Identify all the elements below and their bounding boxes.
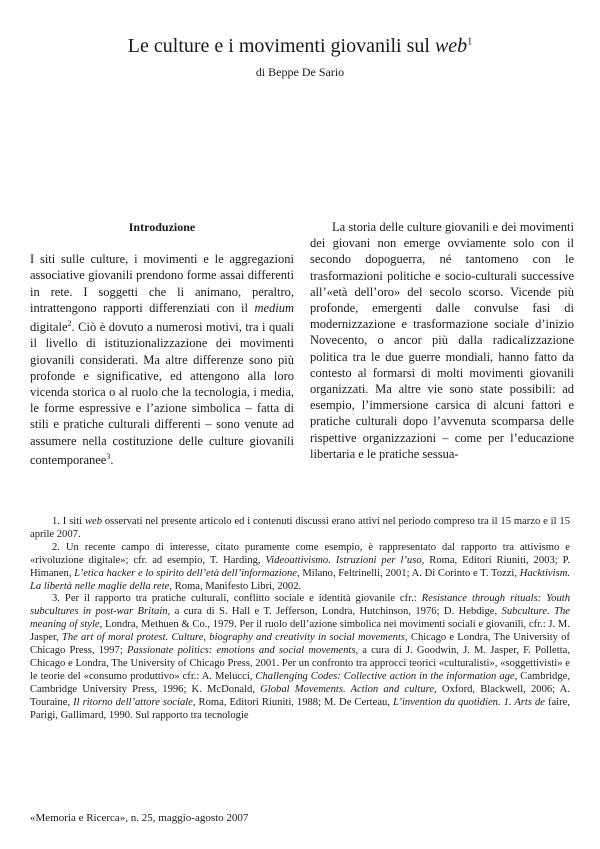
- book-title: L’invention du quotidien. 1. Arts de: [392, 696, 545, 708]
- footnote-text: osservati nel presente articolo ed i contenuti discussi erano attivi nel periodo compreso tra il 15 marzo e il 15 aprile 2007.: [30, 516, 570, 540]
- footnote-text: , Cambridge, Cambridge University Press, 1996; K. McDonald,: [30, 670, 570, 695]
- footnote-marker-3[interactable]: 3: [106, 451, 111, 461]
- title-text: Le culture e i movimenti giovanili sul: [127, 35, 430, 58]
- book-title: Challenging Codes: Collective action in the information age: [255, 670, 515, 682]
- footnote-text: faire, Parigi, Gallimard, 1990. Sul rapporto tra tecnologie: [30, 696, 570, 721]
- footnote-text: Un recente campo di interesse, citato puramente come esempio, è rappresentato dal rapporto tra attivismo e «rivoluzione digitale»; cfr. ad esempio, T. Harding,: [30, 541, 570, 566]
- footnote-3: [30, 593, 570, 722]
- paragraph-text: I siti sulle culture, i movimenti e le aggregazioni associative giovanili prendono forme assai differenti in rete. I soggetti che li animano, peraltro, intrattengono rapporti differenziati con il: [30, 252, 294, 315]
- footnote-text: , Oxford, Blackwell, 2006; A. Touraine,: [30, 683, 570, 708]
- paragraph-text: .: [110, 452, 114, 467]
- title-italic-web: web: [434, 35, 468, 58]
- book-title: Il ritorno dell’attore sociale: [73, 696, 193, 708]
- footnote-number: 2.: [52, 541, 66, 553]
- left-column: [30, 219, 294, 468]
- book-title: Resistance through rituals: Youth subcultures in post-war Britain: [30, 593, 570, 618]
- book-title: Subculture. The meaning of style: [30, 606, 570, 631]
- intro-paragraph: [30, 251, 294, 468]
- footnotes: [30, 516, 570, 723]
- footnote-text: Per il rapporto tra pratiche culturali, conflitto sociale e identità giovanile cfr.:: [64, 593, 422, 605]
- journal-citation-footer: «Memoria e Ricerca», n. 25, maggio-agosto 2007: [30, 812, 249, 824]
- footnote-text: , Milano, Feltrinelli, 2001; A. Di Corinto e T. Tozzi,: [297, 567, 520, 579]
- footnote-marker-2[interactable]: 2: [67, 319, 72, 329]
- footnote-italic: web: [84, 516, 103, 527]
- book-title: The art of moral protest. Culture, biography and creativity in social movements: [61, 632, 406, 644]
- footnote-2: [30, 542, 570, 594]
- history-paragraph: La storia delle culture giovanili e dei movimenti dei giovani non emerge ovviamente solo con il secondo dopoguerra, né tantomeno con le trasformazioni politiche e socio-culturali successive all’«età dell’oro» del secolo scorso. Vicende più profonde, emergenti dalle convulse fasi di modernizzazione e trasformazione sociale d’inizio Novecento, o ancor più dalla radicalizzazione politica tra le due guerre mondiali, hanno fatto da contesto al formarsi di molti movimenti giovanili organizzati. Ma altre vie sono state possibili: ad esempio, l’immersione carsica di alcuni fattori e pratiche culturali dopo l’avvenuta scomparsa delle rispettive organizzazioni – come per l’educazione libertaria e le pratiche sessua-: [310, 220, 574, 461]
- footnote-text: , a cura di J. Goodwin, J. M. Jasper, F. Polletta, Chicago e Londra, The University of Chicago Press, 2001. Per un confronto tra approcci teorici «culturalisti», «soggettivisti» e le teorie del «consumo produttivo» cfr.: A. Melucci,: [30, 645, 570, 682]
- footnote-text: I siti: [62, 516, 85, 527]
- footnote-text: , Roma, Editori Riuniti, 1988; M. De Certeau,: [192, 696, 393, 708]
- book-title: L’etica hacker e lo spirito dell’età dell’informazione: [74, 567, 298, 579]
- book-title: Videoattivismo. Istruzioni per l’uso: [265, 554, 422, 566]
- paragraph-text: . Ciò è dovuto a numerosi motivi, tra i quali il livello di istituzionalizzazione dei movimenti giovanili considerati. Ma altre differenze sono più profonde e significative, ed attengono alla loro vicenda storica o al ruolo che la tecnologia, i media, le forme espressive e l’azione simbolica – fatta di stili e pratiche culturali differenti – sono venute ad assumere nella costituzione delle culture giovanili contemporanee: [30, 320, 294, 467]
- book-title: Global Movements. Action and culture: [260, 683, 435, 695]
- footnote-number: 1.: [52, 516, 63, 527]
- paragraph-text: digitale: [30, 320, 68, 335]
- footnote-text: , Roma, Manifesto Libri, 2002.: [169, 580, 302, 592]
- footnote-text: , a cura di S. Hall e T. Jefferson, Londra, Hutchinson, 1976; D. Hebdige,: [167, 606, 502, 618]
- book-title: Hacktivism. La libertà nelle maglie della rete: [30, 567, 570, 592]
- footnote-text: , Chicago e Londra, The University of Chicago Press, 1997;: [30, 632, 570, 657]
- right-column: [310, 219, 574, 462]
- author-byline: di Beppe De Sario: [255, 65, 345, 79]
- footnote-number: 3.: [52, 593, 65, 605]
- section-heading-introduzione: Introduzione: [128, 220, 196, 234]
- footnote-text: , Londra, Methuen & Co., 1979. Per il ruolo dell’azione simbolica nei movimenti sociali e giovanili, cfr.: J. M. Jasper,: [30, 619, 570, 644]
- book-title: Passionate politics: emotions and social movements: [126, 645, 356, 657]
- footnote-1: [30, 516, 570, 542]
- footnote-text: , Roma, Editori Riuniti, 2003; P. Himanen,: [30, 554, 570, 579]
- medium-italic: medium: [254, 300, 295, 315]
- article-title: [0, 35, 600, 58]
- title-footnote-marker[interactable]: 1: [467, 36, 473, 48]
